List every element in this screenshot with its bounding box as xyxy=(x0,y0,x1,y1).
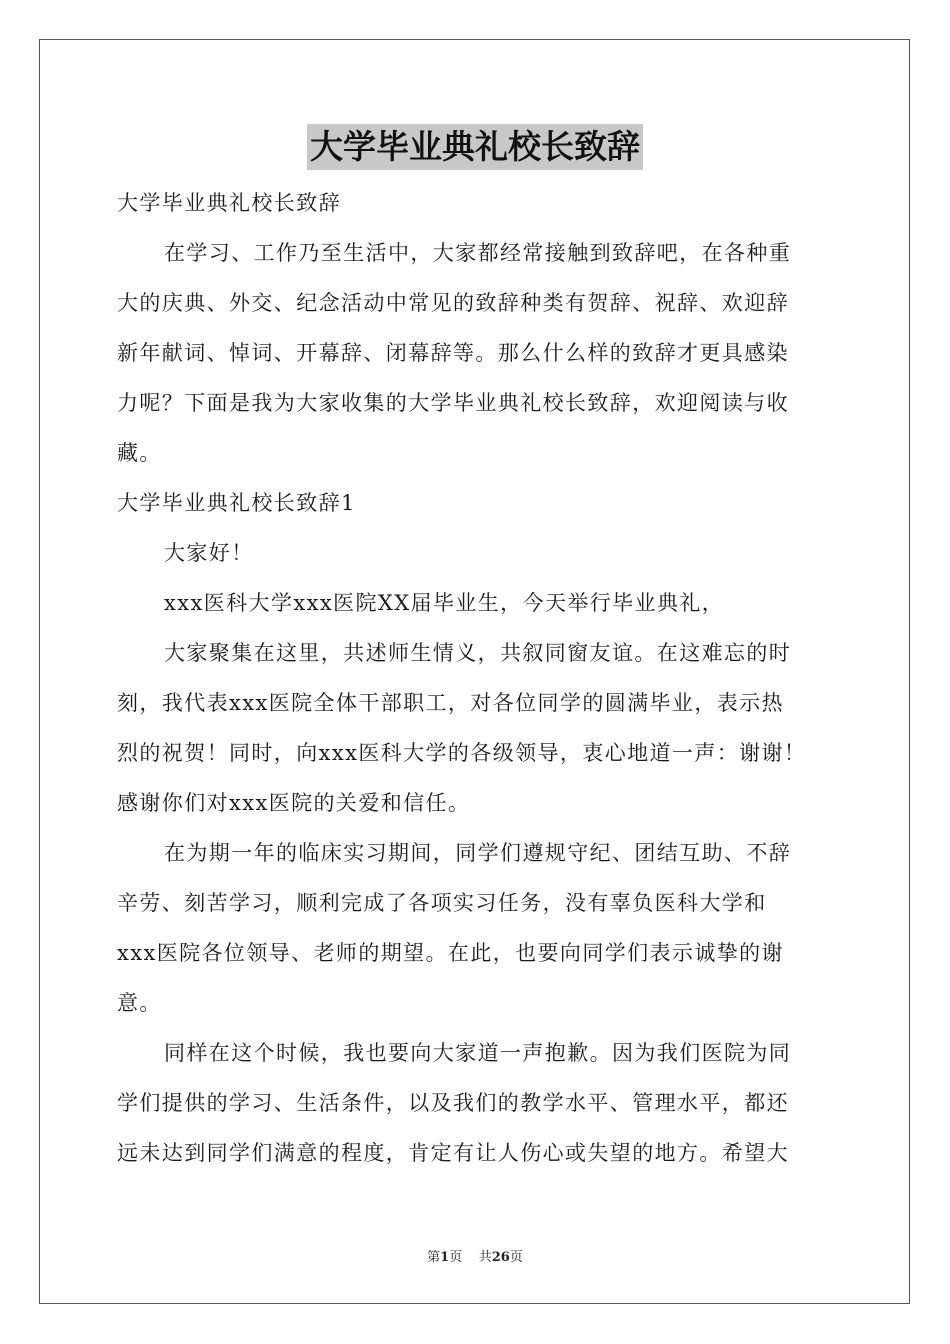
document-title: 大学毕业典礼校长致辞 xyxy=(307,124,643,170)
document-body xyxy=(117,178,835,1178)
paragraph-line: 力呢？下面是我为大家收集的大学毕业典礼校长致辞，欢迎阅读与收 xyxy=(117,391,789,415)
subtitle-line: 大学毕业典礼校长致辞 xyxy=(117,191,341,215)
paragraph-line: 在学习、工作乃至生活中，大家都经常接触到致辞吧，在各种重 xyxy=(164,241,792,265)
paragraph-line: 在为期一年的临床实习期间，同学们遵规守纪、团结互助、不辞 xyxy=(164,841,792,865)
page-footer xyxy=(0,1246,950,1265)
paragraph-line: 学们提供的学习、生活条件，以及我们的教学水平、管理水平，都还 xyxy=(117,1091,789,1115)
total-pages: 26 xyxy=(491,1250,510,1265)
paragraph-line: 大的庆典、外交、纪念活动中常见的致辞种类有贺辞、祝辞、欢迎辞 xyxy=(117,291,789,315)
paragraph-line: 藏。 xyxy=(117,441,162,465)
paragraph-line: xxx医院各位领导、老师的期望。在此，也要向同学们表示诚挚的谢 xyxy=(117,941,784,965)
paragraph-line: 刻，我代表xxx医院全体干部职工，对各位同学的圆满毕业，表示热 xyxy=(117,691,784,715)
paragraph-line: 同样在这个时候，我也要向大家道一声抱歉。因为我们医院为同 xyxy=(164,1041,792,1065)
paragraph-line: 烈的祝贺！同时，向xxx医科大学的各级领导，衷心地道一声：谢谢！ xyxy=(117,741,807,765)
paragraph-line: xxx医科大学xxx医院XX届毕业生，今天举行毕业典礼， xyxy=(164,591,725,615)
paragraph-line: 感谢你们对xxx医院的关爱和信任。 xyxy=(117,791,471,815)
paragraph-line: 大家聚集在这里，共述师生情义，共叙同窗友谊。在这难忘的时 xyxy=(164,641,792,665)
paragraph-line: 辛劳、刻苦学习，顺利完成了各项实习任务，没有辜负医科大学和 xyxy=(117,891,767,915)
paragraph-line: 意。 xyxy=(117,991,162,1015)
page-label-prefix: 第 xyxy=(427,1250,441,1265)
paragraph-line: 远未达到同学们满意的程度，肯定有让人伤心或失望的地方。希望大 xyxy=(117,1141,789,1165)
page-label-suffix: 页 xyxy=(449,1250,463,1265)
total-label-prefix: 共 xyxy=(478,1250,492,1265)
section-heading: 大学毕业典礼校长致辞1 xyxy=(117,491,356,515)
paragraph-line: 新年献词、悼词、开幕辞、闭幕辞等。那么什么样的致辞才更具感染 xyxy=(117,341,789,365)
title-container xyxy=(0,124,950,170)
total-label-suffix: 页 xyxy=(509,1250,523,1265)
greeting-line: 大家好！ xyxy=(164,541,254,565)
page-number: 1 xyxy=(440,1250,450,1265)
